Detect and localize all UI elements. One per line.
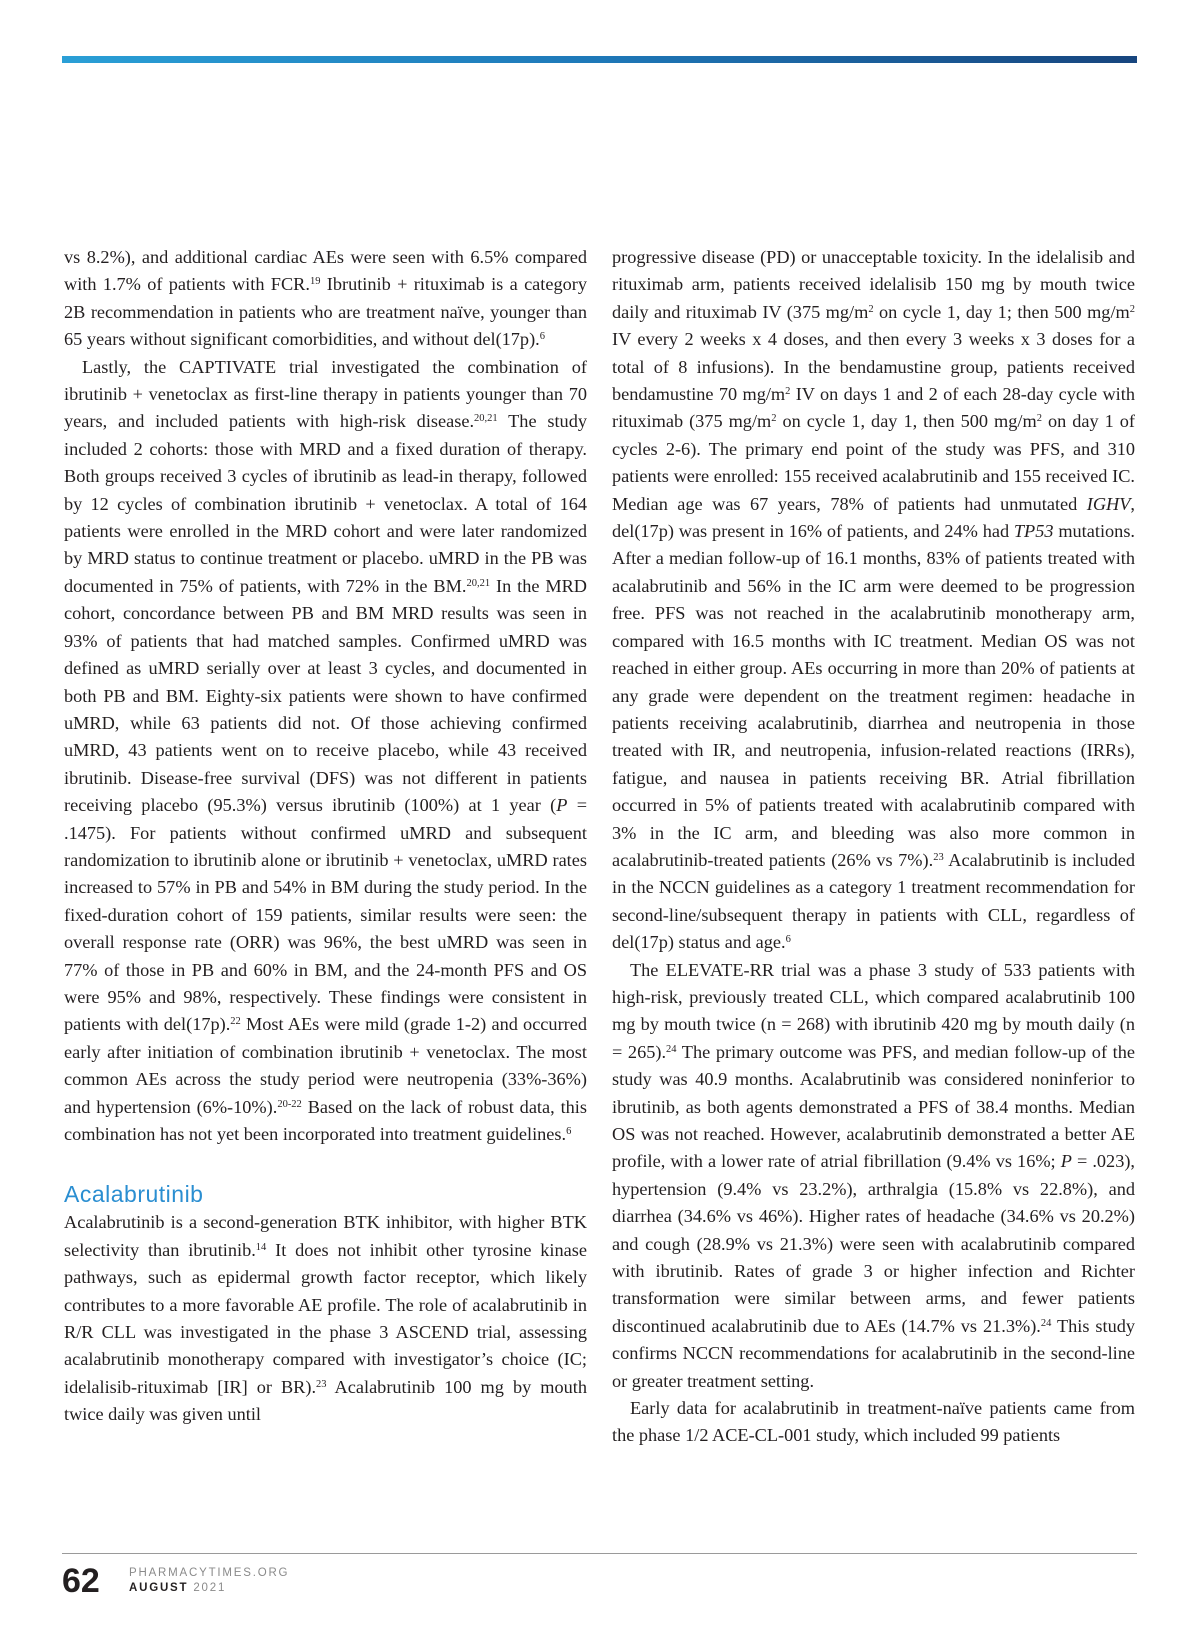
text-run: on cycle 1, day 1, then 500 mg/m	[776, 411, 1037, 432]
citation-superscript: 23	[933, 851, 944, 863]
text-run: Most AEs were mild (grade 1-2) and occurred early after initiation of combination ibrutinib + venetoclax. The most common AEs across the study period were neutropenia (33%-36%) and hypertension (6%-10%).	[64, 1014, 587, 1117]
citation-superscript: 2	[868, 303, 874, 315]
body-paragraph	[612, 957, 1135, 1396]
text-run: vs 8.2%), and additional cardiac AEs were seen with 6.5% compared with 1.7% of patients with FCR.	[64, 247, 587, 295]
body-paragraph	[64, 354, 587, 1149]
citation-superscript: 6	[566, 1126, 572, 1137]
body-paragraph	[612, 244, 1135, 957]
text-run: Early data for acalabrutinib in treatment-naïve patients came from the phase 1/2 ACE-CL-001 study, which included 99 patients	[612, 1398, 1135, 1446]
text-run: The primary outcome was PFS, and median follow-up of the study was 40.9 months. Acalabrutinib was considered noninferior to ibrutinib, as both agents demonstrated a PFS of 38.4 months. Median OS was not reached. However, acalabrutinib demonstrated a better AE profile, with a lower rate of atrial fibrillation (9.4% vs 16%;	[612, 1041, 1135, 1172]
citation-superscript: 2	[785, 386, 791, 398]
text-run: on cycle 1, day 1; then 500 mg/m	[873, 301, 1130, 322]
header-accent-bar	[62, 56, 1137, 63]
italic-text: IGHV	[1086, 493, 1131, 514]
text-run: progressive disease (PD) or unacceptable toxicity. In the idelalisib and rituximab arm, patients received idelalisib 150 mg by mouth twice daily and rituximab IV (375 mg/m	[612, 247, 1135, 322]
issue-date	[129, 1581, 226, 1596]
citation-superscript: 2	[771, 413, 777, 425]
body-paragraph	[612, 1395, 1135, 1450]
text-run: The ELEVATE-RR trial was a phase 3 study of 533 patients with high-risk, previously treated CLL, which compared acalabrutinib 100 mg by mouth twice (n = 268) with ibrutinib 420 mg by mouth daily (n = 265).	[612, 959, 1135, 1062]
citation-superscript: 2	[1129, 303, 1136, 315]
issue-year: 2021	[193, 1582, 227, 1594]
left-column	[64, 244, 587, 1429]
text-run: In the MRD cohort, concordance between PB and BM MRD results was seen in 93% of patients that had matched samples. Confirmed uMRD was defined as uMRD serially over at least 3 cycles, and documented in both PB and BM. Eighty-six patients were shown to have confirmed uMRD, while 63 patients did not. Of those achieving confirmed uMRD, 43 patients went on to receive placebo, while 43 received ibrutinib. Disease-free survival (DFS) was not different in patients receiving placebo (95.3%) versus ibrutinib (100%) at 1 year (	[64, 575, 587, 816]
text-run: IV on days 1 and 2 of each 28-day cycle with rituximab (375 mg/m	[612, 384, 1135, 432]
citation-superscript: 20-22	[277, 1098, 302, 1110]
issue-month: AUGUST	[129, 1582, 189, 1594]
text-run: Lastly, the CAPTIVATE trial investigated the combination of ibrutinib + venetoclax as first-line therapy in patients younger than 70 years, and included patients with high-risk disease.	[64, 356, 587, 432]
body-paragraph	[64, 1209, 587, 1428]
italic-text: P	[556, 795, 568, 816]
text-run: Based on the lack of robust data, this combination has not yet been incorporated into treatment guidelines.	[64, 1096, 587, 1144]
citation-superscript: 6	[785, 934, 791, 946]
citation-superscript: 20,21	[474, 413, 498, 425]
text-run: Acalabrutinib is a second-generation BTK inhibitor, with higher BTK selectivity than ibrutinib.	[64, 1212, 587, 1260]
italic-text: TP53	[1013, 521, 1054, 542]
citation-superscript: 2	[1036, 413, 1042, 425]
citation-superscript: 23	[316, 1378, 327, 1390]
text-run: This study confirms NCCN recommendations for acalabrutinib in the second-line or greater treatment setting.	[612, 1315, 1135, 1391]
body-paragraph	[64, 244, 587, 354]
text-run: , del(17p) was present in 16% of patients, and 24% had	[612, 493, 1135, 542]
page-number: 62	[62, 1562, 100, 1600]
citation-superscript: 6	[539, 331, 545, 343]
text-run: on day 1 of cycles 2-6). The primary end point of the study was PFS, and 310 patients were enrolled: 155 received acalabrutinib and 155 received IC. Median age was 67 years, 78% of patients had unmutated	[612, 411, 1136, 514]
text-run: = .1475). For patients without confirmed uMRD and subsequent randomization to ibrutinib alone or ibrutinib + venetoclax, uMRD rates increased to 57% in PB and 54% in BM during the study period. In the fixed-duration cohort of 159 patients, similar results were seen: the overall response rate (ORR) was 96%, the best uMRD was seen in 77% of those in PB and 60% in BM, and the 24-month PFS and OS were 95% and 98%, respectively. These findings were consistent in patients with del(17p).	[64, 795, 588, 1035]
section-heading: Acalabrutinib	[64, 1181, 204, 1208]
citation-superscript: 24	[1040, 1317, 1052, 1329]
citation-superscript: 20,21	[466, 577, 491, 589]
text-run: It does not inhibit other tyrosine kinase pathways, such as epidermal growth factor receptor, which likely contributes to a more favorable AE profile. The role of acalabrutinib in R/R CLL was investigated in the phase 3 ASCEND trial, assessing acalabrutinib monotherapy compared with investigator’s choice (IC; idelalisib-rituximab [IR] or BR).	[64, 1239, 587, 1397]
text-run: Ibrutinib + rituximab is a category 2B recommendation in patients who are treatment naïve, younger than 65 years without significant comorbidities, and without del(17p).	[64, 274, 587, 350]
citation-superscript: 24	[666, 1043, 677, 1055]
text-run: Acalabrutinib is included in the NCCN guidelines as a category 1 treatment recommendation for second-line/subsequent therapy in patients with CLL, regardless of del(17p) status and age.	[612, 849, 1136, 953]
citation-superscript: 22	[230, 1016, 241, 1028]
text-run: mutations. After a median follow-up of 16.1 months, 83% of patients treated with acalabrutinib and 56% in the IC arm were deemed to be progression free. PFS was not reached in the acalabrutinib monotherapy arm, compared with 16.5 months with IC treatment. Median OS was not reached in either group. AEs occurring in more than 20% of patients at any grade were dependent on the treatment regimen: headache in patients receiving acalabrutinib, diarrhea and neutropenia in those treated with IR, and neutropenia, infusion-related reactions (IRRs), fatigue, and nausea in patients receiving BR. Atrial fibrillation occurred in 5% of patients treated with acalabrutinib compared with 3% in the IC arm, and bleeding was also more common in acalabrutinib-treated patients (26% vs 7%).	[612, 521, 1135, 870]
citation-superscript: 19	[309, 276, 321, 288]
italic-text: P	[1060, 1151, 1072, 1172]
citation-superscript: 14	[255, 1241, 267, 1253]
text-run: = .023), hypertension (9.4% vs 23.2%), arthralgia (15.8% vs 22.8%), and diarrhea (34.6% vs 46%). Higher rates of headache (34.6% vs 20.2%) and cough (28.9% vs 21.3%) were seen with acalabrutinib compared with ibrutinib. Rates of grade 3 or higher infection and Richter transformation were similar between arms, and fewer patients discontinued acalabrutinib due to AEs (14.7% vs 21.3%).	[612, 1151, 1135, 1336]
footer-divider	[62, 1553, 1137, 1554]
text-run: Acalabrutinib 100 mg by mouth twice daily was given until	[64, 1376, 587, 1425]
right-column	[612, 244, 1135, 1450]
text-run: IV every 2 weeks x 4 doses, and then every 3 weeks x 3 doses for a total of 8 infusions). In the bendamustine group, patients received bendamustine 70 mg/m	[612, 329, 1135, 405]
publication-name: PHARMACYTIMES.ORG	[129, 1567, 290, 1579]
text-run: The study included 2 cohorts: those with MRD and a fixed duration of therapy. Both groups received 3 cycles of ibrutinib as lead-in therapy, followed by 12 cycles of combination ibrutinib + venetoclax. A total of 164 patients were enrolled in the MRD cohort and were later randomized by MRD status to continue treatment or placebo. uMRD in the PB was documented in 75% of patients, with 72% in the BM.	[64, 411, 587, 596]
